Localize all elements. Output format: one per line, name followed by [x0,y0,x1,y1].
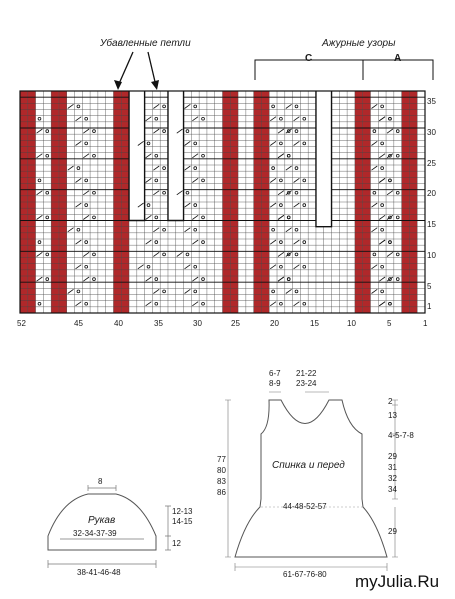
col-number: 10 [347,319,356,328]
col-number: 52 [17,319,26,328]
col-number: 15 [310,319,319,328]
row-number: 10 [427,251,436,260]
right-dim-2: 13 [388,411,397,420]
right-dim-4b: 31 [388,463,397,472]
col-number: 20 [270,319,279,328]
row-number: 15 [427,220,436,229]
row-number: 35 [427,97,436,106]
row-number: 5 [427,282,432,291]
col-number: 25 [231,319,240,328]
sleeve-cap-height-2: 14-15 [172,517,193,526]
row-number: 25 [427,159,436,168]
row-number: 1 [427,302,432,311]
sleeve-top-width: 8 [98,477,103,486]
body-schematic [215,385,415,585]
col-number: 30 [193,319,202,328]
col-number: 40 [114,319,123,328]
col-number: 1 [423,319,428,328]
arrow-right-head [151,80,159,90]
sleeve-cap-height-1: 12-13 [172,507,193,516]
row-number: 30 [427,128,436,137]
sleeve-title: Рукав [88,515,116,526]
right-dim-4c: 32 [388,474,397,483]
waist-width: 44-48-52-57 [283,502,327,511]
body-title: Спинка и перед [272,460,345,471]
total-height-3: 83 [217,477,226,486]
body-outline [235,400,387,557]
lace-patterns-label: Ажурные узоры [322,38,396,49]
total-height-2: 80 [217,466,226,475]
total-height-1: 77 [217,455,226,464]
neck-width-b1: 21-22 [296,369,317,378]
row-number: 20 [427,189,436,198]
right-dim-4a: 29 [388,452,397,461]
right-dim-5: 29 [388,527,397,536]
decreased-stitches-label: Убавленные петли [100,38,191,49]
watermark: myJulia.Ru [355,572,440,591]
body-bottom-width: 61-67-76-80 [283,570,327,579]
sleeve-side-height: 12 [172,539,181,548]
arrow-left [118,52,133,86]
right-dim-1: 2 [388,397,393,406]
right-dim-4d: 34 [388,485,397,494]
col-number: 35 [154,319,163,328]
pattern-a-label: A [394,53,402,64]
right-dim-3: 4-5-7-8 [388,431,414,440]
neck-width-a2: 8-9 [269,379,281,388]
total-height-4: 86 [217,488,226,497]
pattern-bracket [255,60,433,80]
pattern-c-label: C [305,53,313,64]
sleeve-mid-width: 32-34-37-39 [73,529,117,538]
decrease-gap [316,90,332,227]
neck-width-b2: 23-24 [296,379,317,388]
col-number: 5 [387,319,392,328]
sleeve-bottom-width: 38-41-46-48 [77,568,121,577]
neck-width-a1: 6-7 [269,369,281,378]
col-number: 45 [74,319,83,328]
decrease-gap [129,90,145,221]
decrease-gap [168,90,184,221]
arrow-left-head [114,80,122,90]
arrow-right [148,52,156,86]
